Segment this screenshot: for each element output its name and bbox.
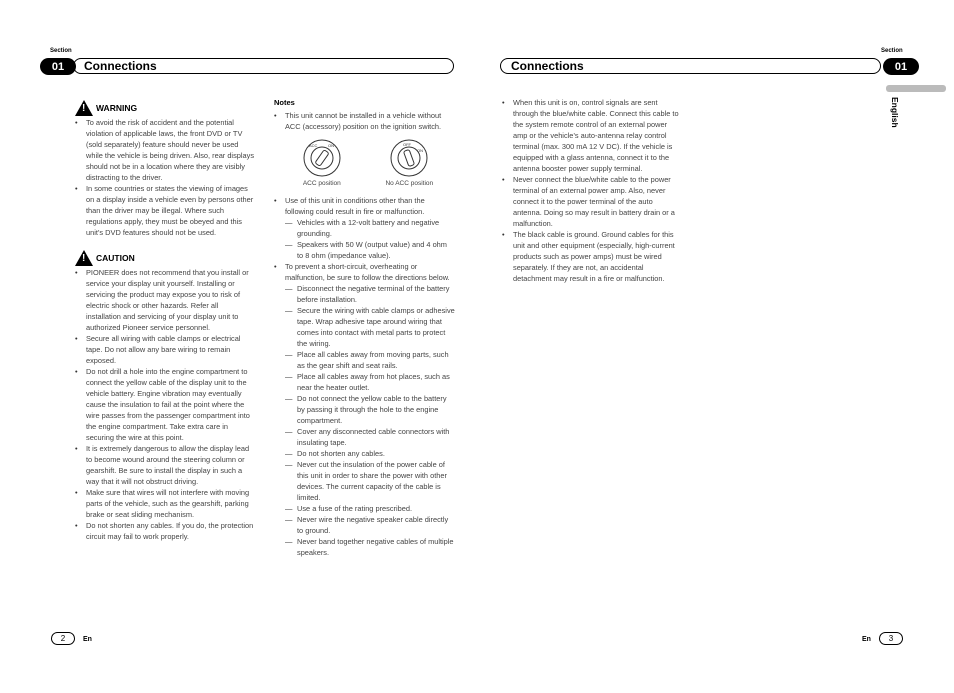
section-number-right: 01 (883, 58, 919, 75)
sub-list-item: — Never wire the negative speaker cable directly to ground. (274, 514, 455, 536)
ignition-acc-icon (302, 138, 342, 178)
caution-heading: ! CAUTION (75, 250, 255, 266)
list-item: • Secure all wiring with cable clamps or electrical tape. Do not allow any bare wiring to remain exposed. (75, 333, 255, 366)
page-number-right: 3 (879, 632, 903, 645)
sub-list-item: — Place all cables away from moving parts, such as the gear shift and seat rails. (274, 349, 455, 371)
ignition-no-acc-icon (389, 138, 429, 178)
acc-position-figure (302, 138, 342, 189)
no-acc-caption: No ACC position (385, 180, 434, 187)
list-item: • To prevent a short-circuit, overheating or malfunction, be sure to follow the directions below. (274, 261, 455, 283)
caution-list (75, 267, 255, 542)
notes-column (274, 97, 455, 558)
section-number-left: 01 (40, 58, 76, 75)
language-tab-bar (886, 85, 946, 92)
list-item: • In some countries or states the viewing of images on a display inside a vehicle even by persons other than the driver may be illegal. Where such regulations apply, they must be obeyed and this unit’s DVD features should not be used. (75, 183, 255, 238)
list-item: • Use of this unit in conditions other than the following could result in fire or malfunction. (274, 195, 455, 217)
language-tab: English (890, 97, 900, 128)
list-item: • Do not shorten any cables. If you do, the protection circuit may fail to work properly. (75, 520, 255, 542)
warning-icon: ! (75, 100, 93, 116)
section-label-left: Section (50, 48, 72, 54)
list-item: • PIONEER does not recommend that you install or service your display unit yourself. Installing or servicing the product may expose you to risk of electric shock or other hazards. Refer all installation and servicing of your display unit to authorized Pioneer service personnel. (75, 267, 255, 333)
no-acc-position-figure (385, 138, 433, 189)
notes-heading: Notes (274, 98, 295, 107)
caution-icon: ! (75, 250, 93, 266)
svg-text:ON: ON (327, 143, 334, 148)
lang-code-left: En (83, 636, 92, 643)
acc-caption: ACC position (302, 180, 341, 187)
svg-text:ACC: ACC (308, 143, 318, 148)
page-title-right: Connections (500, 58, 881, 74)
page-title-left: Connections (73, 58, 454, 74)
list-item: • The black cable is ground. Ground cables for this unit and other equipment (especially, high-current products such as power amps) must be wired separately. If they are not, an accidental detachment may result in a fire or malfunction. (502, 229, 682, 284)
sub-list-item: — Speakers with 50 W (output value) and 4 ohm to 8 ohm (impedance value). (274, 239, 455, 261)
lang-code-right: En (862, 636, 871, 643)
section-label-right: Section (881, 48, 903, 54)
list-item: • This unit cannot be installed in a vehicle without ACC (accessory) position on the ignition switch. (274, 110, 455, 132)
svg-text:OFF: OFF (403, 142, 412, 147)
left-column (75, 100, 255, 542)
sub-list-item: — Disconnect the negative terminal of the battery before installation. (274, 283, 455, 305)
sub-list-item: — Cover any disconnected cable connectors with insulating tape. (274, 426, 455, 448)
sub-list-item: — Secure the wiring with cable clamps or adhesive tape. Wrap adhesive tape around wiring that comes into contact with metal parts to protect the wiring. (274, 305, 455, 349)
ignition-figure (280, 138, 455, 189)
sub-list-item: — Never band together negative cables of multiple speakers. (274, 536, 455, 558)
list-item: • Make sure that wires will not interfere with moving parts of the vehicle, such as the gearshift, parking brake or seat sliding mechanism. (75, 487, 255, 520)
warning-heading: ! WARNING (75, 100, 255, 116)
list-item: • When this unit is on, control signals are sent through the blue/white cable. Connect this cable to the system remote control of an external power amp or the vehicle’s auto-antenna relay control terminal (max. 300 mA 12 V DC). If the vehicle is equipped with a glass antenna, connect it to the antenna booster power supply terminal. (502, 97, 682, 174)
sub-list-item: — Do not connect the yellow cable to the battery by passing it through the hole to the engine compartment. (274, 393, 455, 426)
list-item: • Do not drill a hole into the engine compartment to connect the yellow cable of the display unit to the vehicle battery. Engine vibration may eventually cause the insulation to fail at the point where the wire passes from the passenger compartment into the engine compartment. Take extra care in securing the wire at this point. (75, 366, 255, 443)
svg-text:ON: ON (417, 148, 424, 153)
warning-list (75, 117, 255, 238)
sub-list-item: — Place all cables away from hot places, such as near the heater outlet. (274, 371, 455, 393)
list-item: • To avoid the risk of accident and the potential violation of applicable laws, the front DVD or TV (sold separately) feature should never be used while the vehicle is being driven. Also, rear displays should not be in a location where they are visibly distracting to the driver. (75, 117, 255, 183)
sub-list-item: — Do not shorten any cables. (274, 448, 455, 459)
list-item: • Never connect the blue/white cable to the power terminal of an external power amp. Also, never connect it to the power terminal of the auto antenna. Doing so may result in battery drain or a malfunction. (502, 174, 682, 229)
list-item: • It is extremely dangerous to allow the display lead to become wound around the steering column or gearshift. Be sure to install the display in such a way that it will not obstruct driving. (75, 443, 255, 487)
sub-list-item: — Vehicles with a 12-volt battery and negative grounding. (274, 217, 455, 239)
sub-list-item: — Use a fuse of the rating prescribed. (274, 503, 455, 514)
sub-list-item: — Never cut the insulation of the power cable of this unit in order to share the power with other devices. The current capacity of the cable is limited. (274, 459, 455, 503)
page-number-left: 2 (51, 632, 75, 645)
right-column (502, 97, 682, 284)
